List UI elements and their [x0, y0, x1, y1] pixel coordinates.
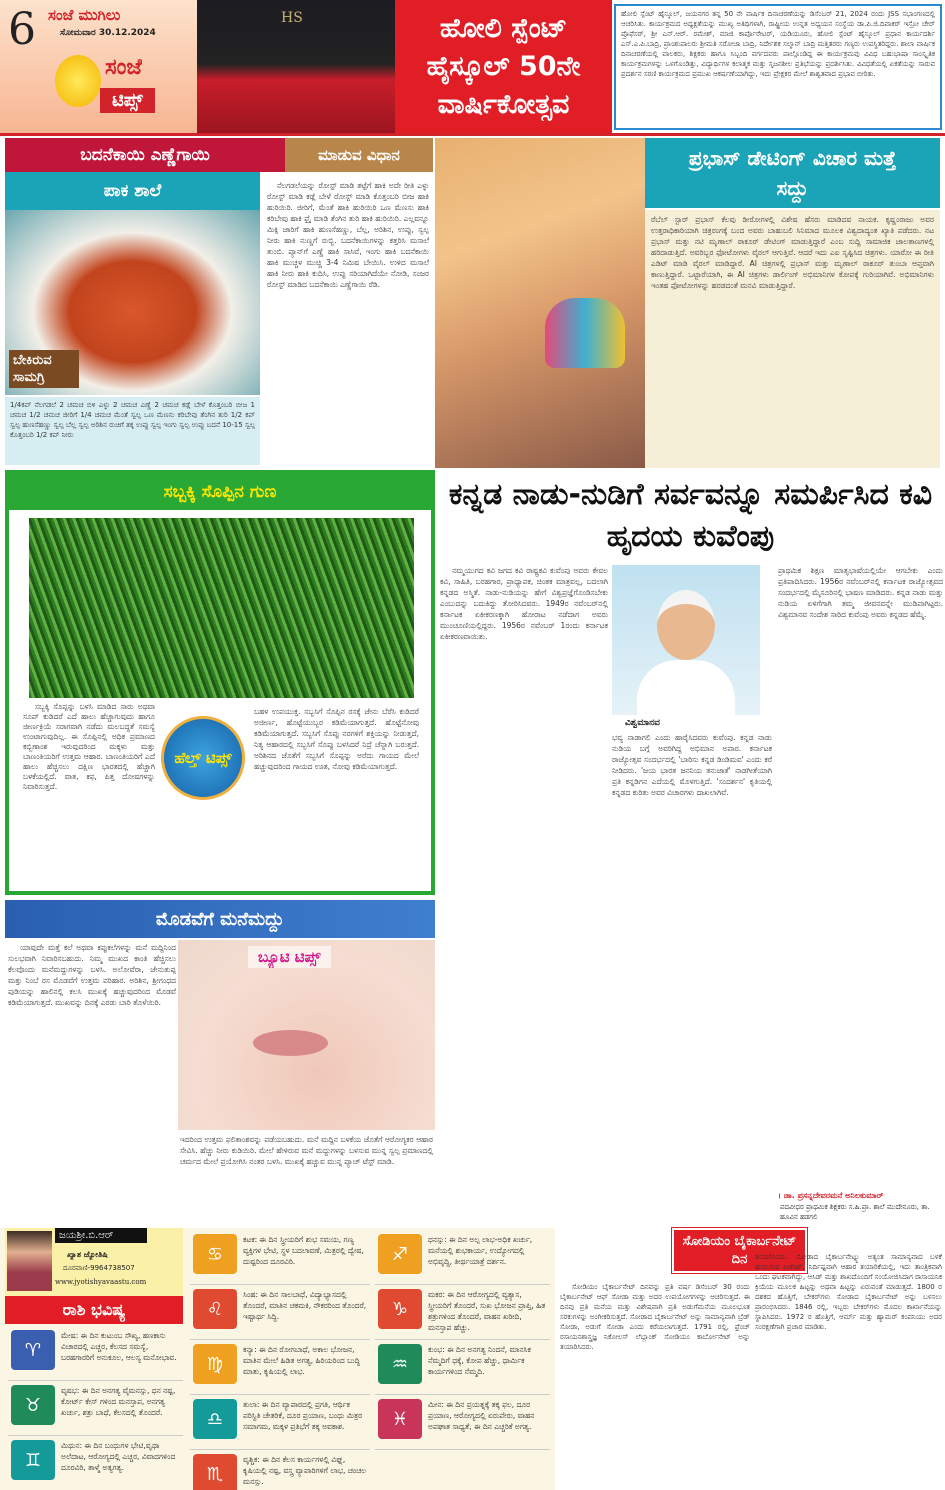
page-number: 6: [8, 4, 36, 55]
astrologer-header: [5, 1228, 183, 1296]
horoscope-text: ಮೀನ: ಈ ದಿನ ಪ್ರಯತ್ನಕ್ಕೆ ತಕ್ಕ ಫಲ, ದೂರ ಪ್ರಯಾಣ, ಆರೋಗ್ಯದಲ್ಲಿ ಏರುಪೇರು, ವಾಹನ ಅಪಘಾತ ಸಾಧ್ಯತೆ, ಈ ದಿನ ಎಚ್ಚರಿಕೆ ಅಗತ್ಯ.: [428, 1400, 535, 1431]
horoscope-item: [190, 1395, 370, 1450]
horoscope-item: [190, 1340, 370, 1395]
zodiac-sign-icon: ♋: [193, 1234, 237, 1274]
beauty-tips-badge: ಬ್ಯೂಟಿ ಟಿಪ್ಸ್: [248, 946, 331, 968]
school-headline: ಹೋಲಿ ಸ್ಪೆಂಟ್ ಹೈಸ್ಕೂಲ್ 50ನೇ ವಾರ್ಷಿಕೋತ್ಸವ: [395, 0, 612, 133]
recipe-title: ಬದನೆಕಾಯಿ ಎಣ್ಣೆಗಾಯಿ: [5, 138, 285, 172]
zodiac-sign-icon: ♑: [378, 1289, 422, 1329]
horoscope-col-2: [190, 1230, 370, 1490]
horoscope-text: ವೃಶ್ಚಿಕ: ಈ ದಿನ ಕೆಲಸ ಕಾರ್ಯಗಳಲ್ಲಿ ವಿಘ್ನ, ಕೃಷಿಯಲ್ಲಿ ನಷ್ಟ, ವಸ್ತ್ರ ವ್ಯಾಪಾರಿಗಳಿಗೆ ಲಾಭ, ಚಂಚಲ ಮನಸ್ಸು.: [243, 1455, 367, 1486]
dill-text-left: ಸಬ್ಬಕ್ಕಿ ಸೊಪ್ಪನ್ನು ಬಳಸಿ ಮಾಡಿದ ಸಾರು ಅಥವಾ ಸೂಪ್ ಕುಡಿದರೆ ಎದೆ ಹಾಲು ಹೆಚ್ಚಾಗುವುದು ಹಾಗೂ ಜೀರ್ಣಕ್ರಿಯೆ ಸರಾಗವಾಗಿ ನಡೆದು ಮಲಬದ್ಧತೆ ಸಮಸ್ಯೆ ಉಂಟಾಗುವುದಿಲ್ಲ. ಈ ಸೊಪ್ಪಿನಲ್ಲಿ ಅಧಿಕ ಪ್ರಮಾಣದ ಕಬ್ಬಿಣಾಂಶ ಇರುವುದರಿಂದ ಮಕ್ಕಳು ಮತ್ತು ಬಾಣಂತಿಯರಿಗೆ ಉತ್ತಮ ಆಹಾರ. ಬಾಣಂತಿಯರಿಗೆ ಎದೆ ಹಾಲು ಹೆಚ್ಚಿಸಲು ದಕ್ಷಿಣ ಭಾರತದಲ್ಲಿ ಹೆಚ್ಚಾಗಿ ಬಳಕೆಯಲ್ಲಿದೆ. ವಾತ, ಕಫ, ಪಿತ್ತ ದೋಷಗಳನ್ನು ನಿವಾರಿಸುತ್ತದೆ.: [23, 702, 155, 791]
acne-headline: ಮೊಡವೆಗೆ ಮನೆಮದ್ದು: [5, 900, 435, 938]
recipe-photo: [5, 210, 260, 395]
school-article: ಹೋಲಿ ಸ್ಪೆಂಟ್ ಹೈಸ್ಕೂಲ್, ಜಯನಗರ ತನ್ನ 50 ನೇ ವಾರ್ಷಿಕ ದಿನಾಚರಣೆಯನ್ನು ಡಿಸೆಂಬರ್ 21, 2024 ರಂದು JSS ಸಭಾಂಗಣದಲ್ಲಿ ಆಚರಿಸಿತು. ಕಾರ್ಯಕ್ರಮದ ಅಧ್ಯಕ್ಷತೆಯನ್ನು ಮುಖ್ಯ ಅತಿಥಿಗಳಾಗಿ, ರಾಷ್ಟ್ರೀಯ ಉನ್ನತ ಅಧ್ಯಯನ ಸಂಸ್ಥೆಯ ಡಾ.ಪಿ.ಜಿ.ದಿವಾಕರ್ ಇಸ್ರೋ ಚೇರ್ ಪ್ರೊಫೆಸರ್, ಶ್ರೀ ಎನ್.ಆರ್. ರಮೇಶ್, ಮಾಜಿ ಕಾರ್ಪೊರೇಟರ್, ಯಡಿಯೂರು, ಹೋಲಿ ಸ್ಪೆಂಟ್ ಹೈಸ್ಕೂಲ್ ಪ್ರಧಾನ ಕಾರ್ಯದರ್ಶಿ ಎಸ್.ಎ.ಪಿ.ಬಾದ್ರಿ, ಪ್ರಾಂಶುಪಾಲರು ಶ್ರೀಮತಿ ಸರೋಜಾ ಬಾದ್ರಿ, ನಿರ್ದೇಶಕ ಸಲ್ಮಾನ್ ಬಾದ್ರಿ ಮತ್ತಿತರರು ಗಣ್ಯರು ಉಪಸ್ಥಿತರಿದ್ದರು. ಶಾಲಾ ವಾರ್ಷಿಕ ದಿನಾಚರಣೆಯಲ್ಲಿ ಪಾಲಕರು, ಶಿಕ್ಷಕರು ಹಾಗೂ ಸಿಬ್ಬಂದಿ ವರ್ಗದವರು ಪಾಲ್ಗೊಂಡಿದ್ದ ಈ ಕಾರ್ಯಕ್ರಮವು ವಿವಿಧ ಬಹುಭಾಷಾ ಸಾಂಸ್ಕೃತಿಕ ಕಾರ್ಯಕ್ರಮಗಳನ್ನು ಒಳಗೊಂಡಿತ್ತು, ವಿದ್ಯಾರ್ಥಿಗಳ ಕಲಾತ್ಮಕ ಮತ್ತು ಸೃಜನಶೀಲ ಪ್ರತಿಭೆಯನ್ನು ಪ್ರದರ್ಶಿಸಿತು. ವಿವಿಧತೆಯಲ್ಲಿ ಏಕತೆಯನ್ನು ಸಾರುವ ಪ್ರದರ್ಶನ ಸರಣಿ ಕಾರ್ಯಕ್ರಮದ ಪ್ರಮುಖ ಆಕರ್ಷಣೆಯಾಗಿದ್ದು, ಇದು ಪ್ರೇಕ್ಷಕರ ಮೇಲೆ ಶಾಶ್ವತವಾದ ಪ್ರಭಾವ ಬೀರಿತು.: [614, 4, 942, 130]
horoscope-item: [375, 1230, 550, 1285]
horoscope-col-3: [375, 1230, 550, 1450]
horoscope-text: ತುಲಾ: ಈ ದಿನ ವ್ಯಾಪಾರದಲ್ಲಿ ಪ್ರಗತಿ, ಆರ್ಥಿಕ ಪರಿಸ್ಥಿತಿ ಚೇತರಿಕೆ, ದೂರ ಪ್ರಯಾಣ, ಬಂಧು ಮಿತ್ರರ ಸಮಾಗಮ, ಮಕ್ಕಳ ಪ್ರತಿಭೆಗೆ ತಕ್ಕ ಅವಕಾಶ.: [243, 1400, 363, 1431]
portrait-shirt: [637, 660, 735, 715]
acne-text-bottom: ಇದರಿಂದ ಉತ್ತಮ ಫಲಿತಾಂಶವನ್ನು ಪಡೆಯಬಹುದು. ಮನೆ ಮದ್ದಿನ ಬಳಕೆಯ ಜೊತೆಗೆ ಆರೋಗ್ಯಕರ ಆಹಾರ ಸೇವಿಸಿ. ಹೆಚ್ಚು ನೀರು ಕುಡಿಯಿರಿ. ಮೇಲೆ ಹೇಳಿರುವ ಮನೆ ಮದ್ದುಗಳನ್ನು ಬಳಸುವ ಮುನ್ನ ಸ್ವಲ್ಪ ಪ್ರಮಾಣದಲ್ಲಿ ಚರ್ಮದ ಮೇಲೆ ಪ್ರಯೋಗಿಸಿ ನಂತರ ಬಳಸಿ. ಮುಖಕ್ಕೆ ಹಚ್ಚುವ ಮುನ್ನ ಪ್ಯಾಚ್ ಟೆಸ್ಟ್ ಮಾಡಿ.: [180, 1135, 433, 1166]
horoscope-item: [190, 1285, 370, 1340]
sodium-col-2: ತಯಾರಿಸಿದರು. ಸೋಡಾದ ಬೈಕಾರ್ಬನೇಟ್ನ್ನು ಅತ್ಯಂತ ಸಾಮಾನ್ಯವಾದ ಬಳಕೆ ಹುದುಗುವ ಏಜೆಂಟ್, ನಿರ್ದಿಷ್ಟವಾಗಿ ಆಹಾರ ತಯಾರಿಕೆಯಲ್ಲಿ, ಇದು ತಾಂತ್ರಿಕವಾಗಿ ಒಂದು ಘಟಕವಾಗಿದ್ದು, ಆಸಿಡ್ ಮತ್ತು ಶಾಖದೊಂದಿಗೆ ಸಂಯೋಜಿಸಿದಾಗ ರಾಸಾಯನಿಕ ಕ್ರಿಯೆಯ ಮೂಲಕ ಹಿಟ್ಟನ್ನು ಅಥವಾ ಹಿಟ್ಟನ್ನು ಏರುವಂತೆ ಮಾಡುತ್ತದೆ. 1800 ರ ದಶಕದ ಹೊತ್ತಿಗೆ, ಬೇಕರ್‌ಗಳು ಸೋಡಾದ ಬೈಕಾರ್ಬನೇಟ್ ಅನ್ನು ಬಳಸಲು ಪ್ರಾರಂಭಿಸಿದರು. 1846 ರಲ್ಲಿ, ಇಬ್ಬರು ಬೇಕರ್‌ಗಳು ಮೊದಲ ಕಾರ್ಖಾನೆಯನ್ನು ಸ್ಥಾಪಿಸಿದರು. 1972 ರ ಹೊತ್ತಿಗೆ, ಆರ್ಮ್ ಮತ್ತು ಹ್ಯಾಮರ್ ಕಂಪನಿಯು ಅದರ ಸಂರಕ್ಷಣೆಗಾಗಿ ಪ್ರಚಾರ ಮಾಡಿತು.: [755, 1253, 942, 1331]
dill-box: [5, 470, 435, 895]
lips: [253, 1030, 328, 1056]
horoscope-text: ಮೇಷ: ಈ ದಿನ ಕುಟುಂಬ ಸೌಖ್ಯ, ಹಣಕಾಸು ವಿಚಾರದಲ್ಲಿ ಎಚ್ಚರ, ಕೆಲಸದ ಸಮಸ್ಯೆ, ಬರಹಗಾರರಿಗೆ ಅನುಕೂಲ, ಆಲಸ್ಯ ಮನೋಭಾವ.: [61, 1331, 177, 1362]
school-event-photo: [197, 0, 395, 133]
zodiac-sign-icon: ♏: [193, 1454, 237, 1490]
section-subtitle: ಟಿಪ್ಸ್: [100, 88, 155, 113]
zodiac-sign-icon: ♍: [193, 1344, 237, 1384]
zodiac-sign-icon: ♌: [193, 1289, 237, 1329]
horoscope-text: ಕನ್ಯಾ: ಈ ದಿನ ರೋಗಬಾಧೆ, ಅಕಾಲ ಭೋಜನ, ಮಾತಿನ ಮೇಲೆ ಹಿಡಿತ ಅಗತ್ಯ, ಹಿರಿಯರಿಂದ ಬುದ್ಧಿ ಮಾತು, ಕೃಷಿಯಲ್ಲಿ ಲಾಭ.: [243, 1345, 361, 1376]
dill-headline: ಸಬ್ಬಕ್ಕಿ ಸೊಪ್ಪಿನ ಗುಣ: [9, 474, 431, 510]
prabhas-headline: ಪ್ರಭಾಸ್ ಡೇಟಿಂಗ್ ವಿಚಾರ ಮತ್ತೆ ಸದ್ದು: [645, 138, 940, 208]
acne-photo: [178, 940, 435, 1130]
health-tips-badge: ಹೆಲ್ತ್ ಟಿಪ್ಸ್: [161, 716, 245, 800]
zodiac-sign-icon: ♒: [378, 1344, 422, 1384]
kuvempu-col-2: ಭವ್ಯ ನಾಡಾಗಲಿ ಎಂದು ಹಾರೈಸಿದವರು ಕುವೆಂಪು. ಕನ್ನಡ ನಾಡು ನುಡಿಯ ಬಗ್ಗೆ ಅವರಿಗಿದ್ದ ಅಭಿಮಾನ ಅಪಾರ. ಕರ್ನಾಟಕ ರಾಜ್ಯೋತ್ಸವ ಸಂದರ್ಭದಲ್ಲಿ 'ಬಾರಿಸು ಕನ್ನಡ ಡಿಂಡಿಮವ' ಎಂದು ಕರೆ ನೀಡಿದರು. 'ಜಯ ಭಾರತ ಜನನಿಯ ತನುಜಾತೆ' ನಾಡಗೀತೆಯಾಗಿ ಪ್ರತಿ ಕನ್ನಡಿಗನ ಎದೆಯಲ್ಲಿ ಮೊಳಗುತ್ತಿದೆ. 'ಸಂದರ್ಶನ' ಕೃತಿಯಲ್ಲಿ ಕನ್ನಡದ ಕುರಿತು ಅವರ ವಿಚಾರಗಳು ದಾಖಲಾಗಿವೆ.: [612, 733, 772, 797]
horoscope-text: ಸಿಂಹ: ಈ ದಿನ ಸಾಲಬಾಧೆ, ವಿದ್ಯಾಭ್ಯಾಸದಲ್ಲಿ ತೊಂದರೆ, ಮಾತಿನ ಚಕಮಕಿ, ನೌಕರರಿಂದ ತೊಂದರೆ, ಇಷ್ಟಾರ್ಥ ಸಿದ್ಧಿ.: [243, 1290, 367, 1321]
horoscope: [0, 1228, 555, 1490]
horoscope-item: [190, 1450, 370, 1490]
issue-date: ಸೋಮವಾರ 30.12.2024: [60, 28, 156, 38]
zodiac-sign-icon: ♎: [193, 1399, 237, 1439]
portrait-face: [657, 590, 715, 660]
kuvempu-caption: ವಿಶ್ವಮಾನವ: [625, 718, 660, 728]
paper-name: ಸಂಜೆ ಮುಗಿಲು: [48, 6, 121, 24]
horoscope-item: [8, 1381, 183, 1436]
kuvempu-author-title: ಪದವೀಧರ ಪ್ರಾಥಮಿಕ ಶಿಕ್ಷಕರು ಸ.ಹಿ.ಪ್ರಾ. ಶಾಲೆ ಮುದೇನೂರು, ತಾ. ಹೂವಿನ ಹಡಗಲಿ: [780, 1203, 930, 1221]
recipe-method-title: ಮಾಡುವ ವಿಧಾನ: [285, 138, 433, 172]
sodium-headline: ಸೋಡಿಯಂ ಬೈಕಾರ್ಬನೇಟ್ ದಿನ: [672, 1228, 807, 1273]
recipe-method: ನೆಲಗಡಲೆಯನ್ನು ರೋಸ್ಟ್ ಮಾಡಿ ತಟ್ಟೆಗೆ ಹಾಕಿ ಅದೇ ರೀತಿ ಎಳ್ಳು ರೋಸ್ಟ್ ಮಾಡಿ ಕಡ್ಲೆ ಬೇಳೆ ರೋಸ್ಟ್ ಮಾಡಿ ಕೊತ್ತಂಬರಿ ಬೀಜ ಹಾಕಿ ಹುರಿಯಿರಿ. ಜೀರಿಗೆ, ಮೆಂತೆ ಹಾಕಿ ಹುರಿಯಿರಿ ಒಣ ಮೆಣಸು ಹಾಕಿ ಕರಿಬೇವು ಹಾಕಿ ಫ್ರೈ ಮಾಡಿ ತೆಂಗಿನ ತುರಿ ಹಾಕಿ ಹುರಿಯಿರಿ. ಎಲ್ಲವನ್ನೂ ಮಿಕ್ಸಿ ಜಾರಿಗೆ ಹಾಕಿ ಹುಣಸೆಹಣ್ಣು, ಬೆಲ್ಲ, ಅರಿಶಿನ, ಉಪ್ಪು, ಸ್ವಲ್ಪ ನೀರು ಹಾಕಿ ನುಣ್ಣಗೆ ರುಬ್ಬಿ. ಬದನೆಕಾಯಿಗಳನ್ನು ಕತ್ತರಿಸಿ ಮಸಾಲೆ ತುಂಬಿ. ಪ್ಯಾನ್‌ಗೆ ಎಣ್ಣೆ ಹಾಕಿ ಸಾಸಿವೆ, ಇಂಗು ಹಾಕಿ ಬದನೆಕಾಯಿ ಹಾಕಿ ಮುಚ್ಚಳ ಮುಚ್ಚಿ 3-4 ನಿಮಿಷ ಬೇಯಿಸಿ. ಉಳಿದ ಮಸಾಲೆ ಹಾಕಿ ನೀರು ಹಾಕಿ ಕುದಿಸಿ, ಉಪ್ಪು ಸರಿಯಾಗಿದೆಯೇ ನೋಡಿ, ಸಂಜರ ರೋಸ್ಟ್ ಮಾಡಿದ ಬದನೆಕಾಯಿ ಎಣ್ಣೆಗಾಯಿ ರೆಡಿ.: [267, 181, 429, 289]
horoscope-item: [8, 1326, 183, 1381]
kuvempu-author: । ಡಾ. ಪ್ರಸನ್ನದೇವರಮನೆ ಅನಿಲಕುಮಾರ್: [778, 1191, 884, 1200]
astrologer-name: ಜಯಶ್ರೀ.ಬಿ.ಆರ್: [55, 1228, 147, 1243]
section-title: ಸಂಜೆ: [105, 55, 143, 80]
horoscope-text: ಕುಂಭ: ಈ ದಿನ ಅನಗತ್ಯ ನಿಂದನೆ, ಮಾನಸಿಕ ನೆಮ್ಮದಿಗೆ ಧಕ್ಕೆ, ಕೋಪ ಹೆಚ್ಚು, ಧಾರ್ಮಿಕ ಕಾರ್ಯಗಳಿಂದ ನೆಮ್ಮದಿ.: [428, 1345, 531, 1376]
sodium-col-1: ಸೋಡಿಯಂ ಬೈಕಾರ್ಬನೇಟ್ ದಿನವನ್ನು ಪ್ರತಿ ವರ್ಷ ಡಿಸೆಂಬರ್ 30 ರಂದು ಬೈಕಾರ್ಬನೇಟ್ ಆಫ್ ಸೋಡಾ ಮತ್ತು ಅದರ ಉಪಯೋಗಗಳನ್ನು ಆಚರಿಸುತ್ತದೆ. ಈ ದಿನವು ಪ್ರತಿ ಮನೆಯ ಮತ್ತು ವಿಶೇಷವಾಗಿ ಪ್ರತಿ ಅಡುಗೆಮನೆಯ ಮೂಲಭೂತ ಸರಕುಗಳನ್ನು ಅಂಗೀಕರಿಸುತ್ತದೆ. ಸೋಡಾದ ಬೈಕಾರ್ಬನೇಟ್ ಅನ್ನು ಸಾಮಾನ್ಯವಾಗಿ ಬ್ರೆಡ್ ಸೋಡಾ, ಅಡುಗೆ ಸೋಡಾ ಎಂದು ಕರೆಯಲಾಗುತ್ತದೆ. 1791 ರಲ್ಲಿ, ಫ್ರೆಂಚ್ ರಸಾಯನಶಾಸ್ತ್ರಜ್ಞ ನಿಕೋಲಸ್ ಲೆಬ್ಲಾಂಕ್ ಸೋಡಿಯಂ ಕಾರ್ಬೋನೇಟ್ ಅನ್ನು ತಯಾರಿಸಿದರು.: [560, 1283, 750, 1351]
bulb-icon: [55, 55, 101, 107]
astrologer-avatar: [7, 1231, 52, 1291]
divider: [0, 133, 945, 136]
dill-photo: [29, 518, 414, 698]
zodiac-sign-icon: ♉: [11, 1385, 55, 1425]
acne-text-left: ಯಾವುದೇ ಮತ್ತೆ ಕಲೆ ಅಥವಾ ಕಪ್ಪುಕಲೆಗಳನ್ನು ಮನೆ ಮದ್ದಿನಿಂದ ಸುಲಭವಾಗಿ ನಿವಾರಿಸಬಹುದು. ನಿಮ್ಮ ಮುಖದ ಕಾಂತಿ ಹೆಚ್ಚಿಸಲು ಕೆಲವೊಂದು ಮನೆಮದ್ದುಗಳನ್ನು ಬಳಸಿ. ಅಲೋವೆರಾ, ಜೇನುತುಪ್ಪ ಮತ್ತು ನಿಂಬೆ ರಸ ಮೊಡವೆಗೆ ಉತ್ತಮ ಪರಿಹಾರ. ಅರಿಶಿನ, ಶ್ರೀಗಂಧದ ಪುಡಿಯನ್ನು ಹಾಲಿನಲ್ಲಿ ಕಲಸಿ ಮುಖಕ್ಕೆ ಹಚ್ಚುವುದರಿಂದ ಮೊಡವೆ ಕಡಿಮೆಯಾಗುತ್ತದೆ. ಮುಖವನ್ನು ದಿನಕ್ಕೆ ಎರಡು ಬಾರಿ ತೊಳೆಯಿರಿ.: [8, 943, 176, 1007]
astrologer-website[interactable]: www.jyotishyavaastu.com: [55, 1278, 147, 1286]
horoscope-text: ಮಕರ: ಈ ದಿನ ಆರೋಗ್ಯದಲ್ಲಿ ವ್ಯತ್ಯಾಸ, ಸ್ತ್ರೀಯರಿಗೆ ತೊಂದರೆ, ಸುಖ ಭೋಜನ ಪ್ರಾಪ್ತಿ, ಹಿತ ಶತ್ರುಗಳಿಂದ ತೊಂದರೆ, ವಾಹನ ಖರೀದಿ, ಮನಸ್ತಾಪ ಹೆಚ್ಚು.: [428, 1290, 546, 1332]
zodiac-sign-icon: ♈: [11, 1330, 55, 1370]
horoscope-text: ಧನಸ್ಸು: ಈ ದಿನ ಅಲ್ಪ ಲಾಭ-ಅಧಿಕ ಖರ್ಚು, ಮನೆಯಲ್ಲಿ ಶುಭಕಾರ್ಯ, ಉದ್ಯೋಗದಲ್ಲಿ ಅಭಿವೃದ್ಧಿ, ತೀರ್ಥಯಾತ್ರೆ ದರ್ಶನ.: [428, 1235, 533, 1266]
horoscope-col-1: [8, 1326, 183, 1490]
kuvempu-col-1: ನಮ್ಮಯುಗದ ಕವಿ ಜಗದ ಕವಿ ರಾಷ್ಟ್ರಕವಿ ಕುವೆಂಪು ಅವರು ಕೇವಲ ಕವಿ, ಸಾಹಿತಿ, ಬರಹಗಾರ, ಪ್ರಾಧ್ಯಾಪಕ, ಚಿಂತಕ ಮಾತ್ರವಲ್ಲ, ಬದಲಾಗಿ ಕನ್ನಡದ ಅಸ್ಮಿತೆ. ನಾಡು-ನುಡಿಯನ್ನು ಹೇಗೆ ವಿಶ್ವಪ್ರಜ್ಞೆಗೊಂಡಿಸಬೇಕು ಎಂಬುದನ್ನು ಬದುಕಿದ್ದು ತೋರಿಸಿದವರು. 1949ರ ನವೆಂಬರ್‌ನಲ್ಲಿ ಕರ್ನಾಟಕ ಏಕೀಕರಣಕ್ಕಾಗಿ ಹೋರಾಟ ನಡೆದಾಗ ಅವರು ಮುಂಚೂಣಿಯಲ್ಲಿದ್ದರು. 1956ರ ನವೆಂಬರ್ 1ರಂದು ಕರ್ನಾಟಕ ಏಕೀಕರಣವಾಯಿತು.: [440, 566, 608, 641]
horoscope-title: ರಾಶಿ ಭವಿಷ್ಯ: [5, 1296, 183, 1324]
horoscope-text: ಕಟಕ: ಈ ದಿನ ಸ್ತ್ರೀಯರಿಗೆ ಶುಭ ಸಮಯ, ಗಣ್ಯ ವ್ಯಕ್ತಿಗಳ ಭೇಟಿ, ಸ್ಥಳ ಬದಲಾವಣೆ, ಮಿತ್ರರಲ್ಲಿ ದ್ವೇಷ, ದುಷ್ಟರಿಂದ ದೂರವಿರಿ.: [243, 1235, 365, 1266]
ingredients-title: ಬೇಕಿರುವ ಸಾಮಗ್ರಿ: [9, 350, 79, 388]
horoscope-text: ವೃಷಭ: ಈ ದಿನ ಅನಗತ್ಯ ವೈಮನಸ್ಸು, ಧನ ನಷ್ಟ, ಕೋರ್ಟ್ ಕೇಸ್ ಗಳಿಂದ ಮನಸ್ತಾಪ, ಅನಗತ್ಯ ಖರ್ಚು, ಶತ್ರು ಬಾಧೆ, ಕೆಲಸದಲ್ಲಿ ತೊಂದರೆ.: [61, 1386, 176, 1417]
swimsuit-figure: [545, 298, 625, 368]
horoscope-item: [8, 1436, 183, 1490]
kuvempu-headline: ಕನ್ನಡ ನಾಡು-ನುಡಿಗೆ ಸರ್ವವನ್ನೂ ಸಮರ್ಪಿಸಿದ ಕವಿ ಹೃದಯ ಕುವೆಂಪು: [448, 477, 933, 554]
masthead: [0, 0, 197, 133]
horoscope-item: [375, 1285, 550, 1340]
prabhas-article: ರೆಬೆಲ್ ಸ್ಟಾರ್ ಪ್ರಭಾಸ್ ಕೆಲವು ಡೀರೋಗಳಲ್ಲಿ ವಿಶೇಷ ಹೆಸರು ಮಾಡಿದವ ನಾಯಕ. ಕೃಷ್ಣಂರಾಜು ಅವರ ಉತ್ತರಾಧಿಕಾರಿಯಾಗಿ ಚಿತ್ರರಂಗಕ್ಕೆ ಬಂದ ಅವರು ಬಾಹುಬಲಿ ಸಿನಿಮಾದ ಮೂಲಕ ವಿಶ್ವದಾದ್ಯಂತ ಖ್ಯಾತಿ ಪಡೆದರು. ನಟ ಪ್ರಭಾಸ್ ಮತ್ತು ನಟಿ ಮೃಣಾಲ್ ಠಾಕೂರ್ ಡೇಟಿಂಗ್ ಮಾಡುತ್ತಿದ್ದಾರೆ ಎಂಬ ಸುದ್ದಿ ಸಾಮಾಜಿಕ ಜಾಲತಾಣಗಳಲ್ಲಿ ಹರಿದಾಡುತ್ತಿದೆ. ಅವರಿಬ್ಬರ ಫೋಟೋಗಳು ವೈರಲ್ ಆಗುತ್ತಿವೆ. ಆದರೆ ಇದು ಎಐ ಸೃಷ್ಟಿಸಿದ ಚಿತ್ರಗಳು. ಯಾರೋ ಈ ರೀತಿ ಎಡಿಟ್ ಮಾಡಿ ವೈರಲ್ ಮಾಡಿದ್ದಾರೆ. AI ಚಿತ್ರಗಳಲ್ಲಿ ಪ್ರಭಾಸ್ ಮತ್ತು ಮೃಣಾಲ್ ಠಾಕೂರ್ ತುಂಬಾ ಆಪ್ತವಾಗಿ ಕಾಣುತ್ತಿದ್ದಾರೆ. ಒಟ್ಟಾರೆಯಾಗಿ, ಈ AI ಚಿತ್ರಗಳು ಡಾರ್ಲಿಂಗ್ ಅಭಿಮಾನಿಗಳ ಕೋಪಕ್ಕೆ ಗುರಿಯಾಗಿವೆ. ಅಭಿಮಾನಿಗಳು ಇಂತಹ ಫೋಟೋಗಳನ್ನು ಹರಡದಂತೆ ಮನವಿ ಮಾಡುತ್ತಿದ್ದಾರೆ.: [645, 210, 940, 468]
ingredients-list: 1/4ಕಪ್ ನೆಲಗಡಲೆ 2 ಚಮಚ ಬಿಳಿ ಎಳ್ಳು 2 ಚಮಚ ಎಣ್ಣೆ 2 ಚಮಚ ಕಡ್ಲೆ ಬೇಳೆ ಕೊತ್ತಂಬರಿ ಬೀಜ 1 ಚಮಚ 1/2 ಚಮಚ ಜೀರಿಗೆ 1/4 ಚಮಚ ಮೆಂತೆ ಸ್ವಲ್ಪ ಒಣ ಮೆಣಸು ಕರಿಬೇವು ತೆಂಗಿನ ತುರಿ 1/2 ಕಪ್ ಸ್ವಲ್ಪ ಹುಣಸೆಹಣ್ಣು ಸ್ವಲ್ಪ ಬೆಲ್ಲ ಸ್ವಲ್ಪ ಅರಿಶಿನ ರುಚಿಗೆ ತಕ್ಕ ಉಪ್ಪು ಸ್ವಲ್ಪ ಇಂಗು ಸ್ವಲ್ಪ ಉಪ್ಪು ಬದನೆ 10-15 ಸ್ವಲ್ಪ ಕೊತ್ತಂಬರಿ 1/2 ಕಪ್ ನೀರು: [5, 397, 260, 465]
astrologer-title: ಖ್ಯಾತ ಜ್ಯೋತಿಷಿ: [67, 1250, 108, 1259]
kuvempu-portrait: [612, 565, 760, 715]
school-logo: HS: [281, 10, 303, 26]
horoscope-item: [190, 1230, 370, 1285]
kuvempu-col-3: ಪ್ರಾಥಮಿಕ ಶಿಕ್ಷಣ ಮಾತೃಭಾಷೆಯಲ್ಲಿಯೇ ಆಗಬೇಕು ಎಂದು ಪ್ರತಿಪಾದಿಸಿದರು. 1956ರ ನವೆಂಬರ್‌ನಲ್ಲಿ ಕರ್ನಾಟಕ ರಾಜ್ಯೋತ್ಸವದ ಸಂದರ್ಭದಲ್ಲಿ ಮೈಸೂರಿನಲ್ಲಿ ಭಾಷಣ ಮಾಡಿದರು. ಕನ್ನಡ ನಾಡು ಮತ್ತು ನುಡಿಯ ಏಳಿಗೆಗಾಗಿ ತಮ್ಮ ಜೀವನವನ್ನೇ ಮುಡಿಪಾಗಿಟ್ಟರು. ವಿಶ್ವಮಾನವ ಸಂದೇಶ ಸಾರಿದ ಕುವೆಂಪು ಅವರು ಕನ್ನಡದ ಹೆಮ್ಮೆ.: [778, 566, 943, 619]
zodiac-sign-icon: ♐: [378, 1234, 422, 1274]
zodiac-sign-icon: ♊: [11, 1440, 55, 1480]
horoscope-text: ಮಿಥುನ: ಈ ದಿನ ಬಂಧುಗಳ ಭೇಟಿ,ವೃಥಾ ಅಲೆದಾಟ, ಆರೋಗ್ಯದಲ್ಲಿ ಎಚ್ಚರ, ವಿವಾದಗಳಿಂದ ದೂರವಿರಿ, ತಾಳ್ಮೆ ಅತ್ಯಗತ್ಯ.: [61, 1441, 176, 1472]
horoscope-item: [375, 1395, 550, 1450]
recipe-section: ಪಾಕ ಶಾಲೆ: [5, 172, 260, 210]
zodiac-sign-icon: ♓: [378, 1399, 422, 1439]
horoscope-item: [375, 1340, 550, 1395]
dill-text-right: ಬಹಳ ಉಪಯುಕ್ತ. ಸಬ್ಬಸಿಗೆ ಸೊಪ್ಪಿನ ರಸಕ್ಕೆ ಜೇನು ಬೆರೆಸಿ ಕುಡಿದರೆ ಅಜೀರ್ಣ, ಹೊಟ್ಟೆಯುಬ್ಬರ ಕಡಿಮೆಯಾಗುತ್ತದೆ. ಹೊಟ್ಟೆನೋವು ಕಡಿಮೆಯಾಗುತ್ತದೆ. ಸಬ್ಬಸಿಗೆ ಸೊಪ್ಪು ನರಗಳಿಗೆ ಶಕ್ತಿಯನ್ನು ನೀಡುತ್ತದೆ, ನಿತ್ಯ ಆಹಾರದಲ್ಲಿ ಸಬ್ಬಸಿಗೆ ಸೊಪ್ಪು ಬಳಸಿದರೆ ನಿದ್ರೆ ಚೆನ್ನಾಗಿ ಬರುತ್ತದೆ. ಅರಿಶಿನದ ಜೊತೆಗೆ ಸಬ್ಬಸಿಗೆ ಸೊಪ್ಪನ್ನು ಅರೆದು ಗಾಯದ ಮೇಲೆ ಹಚ್ಚುವುದರಿಂದ ಗಾಯದ ಊತ, ನೋವು ಕಡಿಮೆಯಾಗುತ್ತದೆ.: [254, 707, 419, 771]
prabhas-photo: [435, 138, 645, 468]
astrologer-phone: ದೂರವಾಣಿ-9964738507: [63, 1264, 135, 1272]
